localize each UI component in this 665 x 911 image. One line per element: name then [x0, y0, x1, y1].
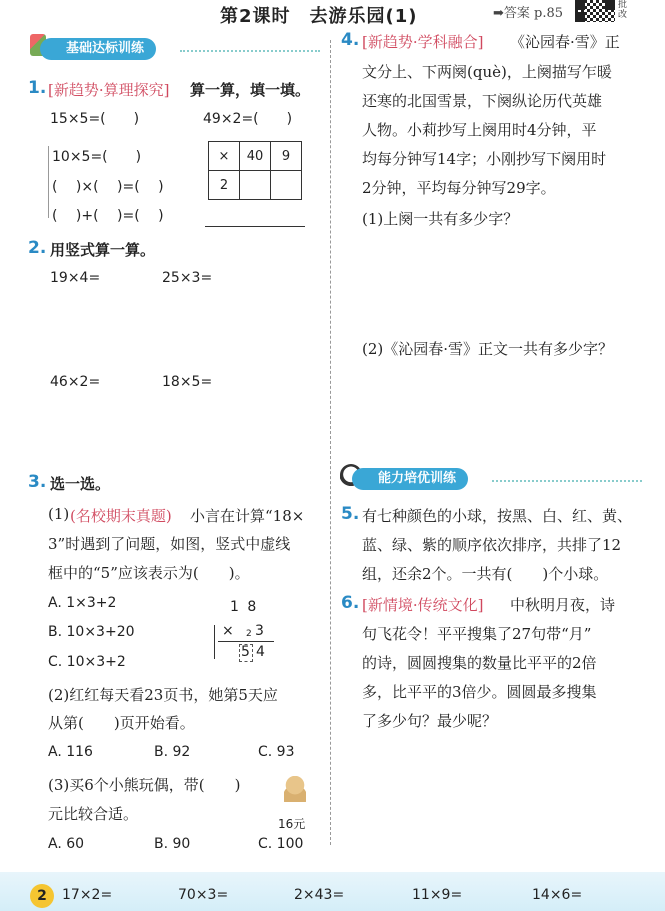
q3-option-c: C. 10×3+2 — [48, 654, 126, 670]
vertical-result: 5 — [241, 644, 250, 660]
footer-item: 2×43= — [294, 887, 345, 903]
q5-line: 组，还余2个。一共有( )个小球。 — [362, 565, 609, 583]
q6-line: 句飞花令！平平搜集了27句带“月” — [362, 625, 592, 643]
q3-p3-line: (3)买6个小熊玩偶，带( ) — [48, 776, 241, 794]
q1-tag: [新趋势·算理探究] — [48, 81, 170, 99]
qr-code-icon — [575, 0, 615, 22]
q4-line: 还寒的北国雪景，下阕纵论历代英雄 — [362, 92, 603, 110]
q3-p3-line: 元比较合适。 — [48, 805, 139, 823]
q1-number: 1. — [28, 78, 47, 98]
q5-line: 有七种颜色的小球，按黑、白、红、黄、 — [362, 507, 633, 525]
q3-p1-line: 小言在计算“18× — [190, 507, 305, 525]
vertical-result: 4 — [256, 644, 265, 660]
q6-line: 中秋明月夜，诗 — [510, 596, 616, 614]
q4-line: 均每分钟写14字；小刚抄写下阕用时 — [362, 150, 607, 168]
q1-eq2: 49×2=( ) — [203, 111, 293, 127]
q2-item: 25×3= — [162, 270, 213, 286]
q3-p2-line: (2)红红每天看23页书，她第5天应 — [48, 686, 278, 704]
footer-item: 11×9= — [412, 887, 463, 903]
q4-line: 人物。小莉抄写上阕用时4分钟，平 — [362, 121, 597, 139]
q3-prompt: 选一选。 — [50, 475, 111, 493]
q1-eq5: ( )+( )=( ) — [52, 208, 164, 224]
teddy-bear-icon — [284, 776, 306, 802]
q3-p3-option: B. 90 — [154, 836, 191, 852]
q3-p1-num: (1) — [48, 505, 70, 523]
q1-multiplication-grid — [208, 141, 302, 200]
q2-prompt: 用竖式算一算。 — [50, 241, 156, 259]
q3-option-a: A. 1×3+2 — [48, 595, 117, 611]
page-title: 第2课时 去游乐园(1) — [220, 6, 418, 27]
q5-line: 蓝、绿、紫的顺序依次排序，共排了12 — [362, 536, 622, 554]
vertical-times: × — [222, 623, 234, 639]
footer-item: 14×6= — [532, 887, 583, 903]
column-divider — [330, 40, 331, 845]
answer-line — [205, 226, 305, 227]
q1-prompt: 算一算，填一填。 — [190, 81, 311, 99]
q2-item: 19×4= — [50, 270, 101, 286]
q2-item: 18×5= — [162, 374, 213, 390]
q3-p3-option: A. 60 — [48, 836, 85, 852]
footer-item: 17×2= — [62, 887, 113, 903]
q1-eq4: ( )×( )=( ) — [52, 179, 164, 195]
q3-p2-option: A. 116 — [48, 744, 93, 760]
banner-dotted-line — [492, 480, 642, 482]
qr-caption: 批改 — [618, 0, 628, 20]
q4-sub2: (2)《沁园春·雪》正文一共有多少字？ — [362, 340, 614, 358]
answer-reference: ➡答案 p.85 — [493, 6, 564, 21]
q6-tag: [新情境·传统文化] — [362, 596, 484, 614]
q1-eq3: 10×5=( ) — [52, 149, 142, 165]
q4-line: 2分钟，平均每分钟写29字。 — [362, 179, 556, 197]
q3-p3-option: C. 100 — [258, 836, 304, 852]
q1-eq1: 15×5=( ) — [50, 111, 140, 127]
q3-p1-line: 框中的“5”应该表示为( )。 — [48, 564, 250, 582]
page-number: 2 — [30, 884, 54, 908]
grid-cell: 9 — [271, 142, 302, 171]
price-label: 16元 — [278, 817, 306, 831]
q3-p2-option: C. 93 — [258, 744, 295, 760]
q6-number: 6. — [341, 593, 360, 613]
banner-dotted-line — [180, 50, 320, 52]
q3-number: 3. — [28, 472, 47, 492]
q3-p1-tag: (名校期末真题) — [70, 507, 172, 525]
grid-cell — [271, 171, 302, 200]
grid-cell: × — [209, 142, 240, 171]
q3-option-b: B. 10×3+20 — [48, 624, 135, 640]
section-advanced-banner: 能力培优训练 — [352, 468, 468, 490]
grid-cell: 40 — [240, 142, 271, 171]
footer-item: 70×3= — [178, 887, 229, 903]
q4-sub1: (1)上阕一共有多少字？ — [362, 210, 519, 228]
q6-line: 多，比平平的3倍少。圆圆最多搜集 — [362, 683, 597, 701]
q4-line: 文分上、下两阕(què)，上阕描写乍暖 — [362, 63, 612, 81]
bracket-line — [48, 146, 49, 218]
q3-p1-line: 3”时遇到了问题，如图，竖式中虚线 — [48, 535, 291, 553]
q4-line: 《沁园春·雪》正 — [510, 33, 620, 51]
q6-line: 的诗，圆圆搜集的数量比平平的2倍 — [362, 654, 597, 672]
grid-cell — [240, 171, 271, 200]
q5-number: 5. — [341, 504, 360, 524]
q3-p2-line: 从第( )页开始看。 — [48, 714, 195, 732]
q4-number: 4. — [341, 30, 360, 50]
q2-item: 46×2= — [50, 374, 101, 390]
section-basic-banner: 基础达标训练 — [40, 38, 156, 60]
vertical-top: 1 8 — [230, 599, 259, 615]
q2-number: 2. — [28, 238, 47, 258]
q4-tag: [新趋势·学科融合] — [362, 33, 484, 51]
vertical-bracket — [214, 625, 215, 659]
q6-line: 了多少句？最少呢？ — [362, 712, 498, 730]
grid-cell: 2 — [209, 171, 240, 200]
vertical-mid: 3 — [255, 623, 264, 639]
vertical-carry: 2 — [246, 629, 252, 639]
q3-p2-option: B. 92 — [154, 744, 191, 760]
vertical-rule — [218, 641, 274, 642]
